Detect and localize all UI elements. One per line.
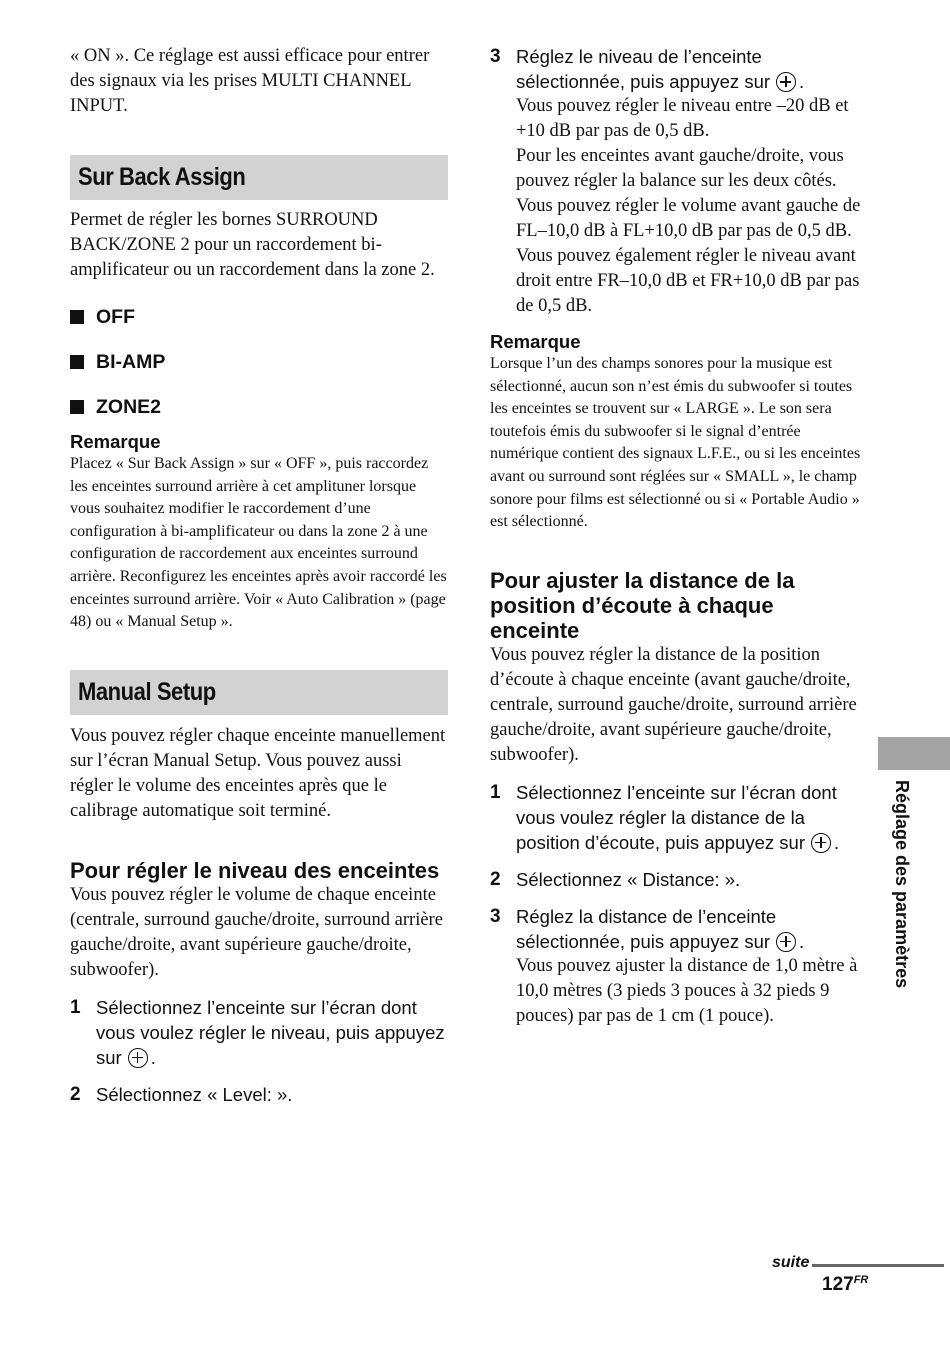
distance-step-2 [490, 867, 868, 892]
step-text: Réglez la distance de l’enceinte sélectionnée, puis appuyez sur [516, 905, 777, 952]
step-number: 3 [490, 905, 501, 927]
distance-step-3: 3 Réglez la distance de l’enceinte sélectionnée, puis appuyez sur . Vous pouvez ajuster la distance de 1,0 mètre à 10,0 mètres (3 pieds 3 pouces à 32 pieds 9 pouces) par pas de 1 cm (1 pouce). [490, 904, 868, 1029]
step-number: 1 [70, 996, 81, 1018]
step-number: 3 [490, 46, 501, 67]
step-text: Sélectionnez l’enceinte sur l’écran dont vous voulez régler le niveau, puis appuyez sur [96, 996, 445, 1068]
right-column [490, 44, 868, 1029]
continued-line [812, 1264, 944, 1267]
distance-step-1: 1 Sélectionnez l’enceinte sur l’écran dont vous voulez régler la distance de la position d’écoute, puis appuyez sur . [490, 781, 840, 853]
step-text: Réglez le niveau de l’enceinte sélectionnée, puis appuyez sur [516, 46, 771, 92]
step-number: 1 [490, 781, 501, 803]
step-text: Sélectionnez l’enceinte sur l’écran dont vous voulez régler la distance de la position d’écoute, puis appuyez sur [516, 781, 837, 853]
square-bullet-icon [70, 310, 84, 324]
option-bi-amp: BI-AMP [70, 350, 448, 374]
enter-button-icon [128, 1048, 148, 1068]
section-band-sur-back-assign [70, 155, 448, 200]
distance-body: Vous pouvez régler la distance de la position d’écoute à chaque enceinte (avant gauche/droite, centrale, surround gauche/droite, surround arrière gauche/droite, avant supérieure gauche/droite, subwoofer). [490, 644, 857, 765]
option-zone2: ZONE2 [70, 395, 448, 419]
section-title-manual-setup: Manual Setup [78, 677, 216, 706]
side-tab-label: Réglage des paramètres [892, 780, 912, 989]
option-off: OFF [70, 305, 448, 329]
note-title: Remarque [70, 431, 161, 452]
continued-text: suite [772, 1254, 810, 1271]
square-bullet-icon [70, 400, 84, 414]
section-title-sur-back-assign: Sur Back Assign [78, 163, 246, 191]
level-body: Vous pouvez régler le volume de chaque enceinte (centrale, surround gauche/droite, surround arrière gauche/droite, avant supérieure gauche/droite, subwoofer). [70, 884, 443, 980]
subheading-distance: Pour ajuster la distance de la position d’écoute à chaque enceinte [490, 567, 795, 643]
step-detail: Pour les enceintes avant gauche/droite, vous pouvez régler la balance sur les deux côtés. Vous pouvez régler le volume avant gauche de FL–10,0 dB à FL+10,0 dB par pas de 0,5 dB. Vous pouvez également régler le niveau avant droit entre FR–10,0 dB et FR+10,0 dB par pas de 0,5 dB. [516, 146, 861, 316]
left-column [70, 44, 448, 1107]
level-step-1: 1 Sélectionnez l’enceinte sur l’écran dont vous voulez régler le niveau, puis appuyez sur . [70, 996, 445, 1068]
step-text: Sélectionnez « Level: ». [96, 1083, 293, 1105]
intro-text: « ON ». Ce réglage est aussi efficace pour entrer des signaux via les prises MULTI CHANNEL INPUT. [70, 46, 430, 116]
subheading-level: Pour régler le niveau des enceintes [70, 857, 440, 883]
note-text: Lorsque l’un des champs sonores pour la musique est sélectionné, aucun son n’est émis du subwoofer si toutes les enceintes se trouvent sur « LARGE ». Le son sera toutefois émis du subwoofer si le signal d’entrée numérique contient des signaux L.F.E., ou si les enceintes avant ou surround sont réglées sur « SMALL », le champ sonore pour films est sélectionné ou si « Portable Audio » est sélectionné. [490, 355, 861, 531]
step-detail: Vous pouvez régler le niveau entre –20 dB et +10 dB par pas de 0,5 dB. [516, 96, 849, 141]
square-bullet-icon [70, 355, 84, 369]
side-tab-marker [878, 737, 950, 770]
level-step-3: 3 Réglez le niveau de l’enceinte sélectionnée, puis appuyez sur . Vous pouvez régler le niveau entre –20 dB et +10 dB par pas de 0,5 dB. Pour les enceintes avant gauche/droite, vous pouvez régler la balance sur les deux côtés. Vous pouvez régler le volume avant gauche de FL–10,0 dB à FL+10,0 dB par pas de 0,5 dB. Vous pouvez également régler le niveau avant droit entre FR–10,0 dB et FR+10,0 dB par pas de 0,5 dB. [490, 44, 868, 319]
step-number: 2 [490, 868, 501, 890]
page-number-suffix: FR [853, 1274, 869, 1286]
enter-button-icon [811, 833, 831, 853]
section-band-manual-setup [70, 670, 448, 715]
note-text: Placez « Sur Back Assign » sur « OFF », puis raccordez les enceintes surround arrière à cet amplituner lorsque vous souhaitez modifier le raccordement d’une configuration à bi-amplificateur ou dans la zone 2 à une configuration de raccordement aux enceintes surround arrière. Reconfigurez les enceintes après avoir raccordé les enceintes surround arrière. Voir « Auto Calibration » (page 48) ou « Manual Setup ». [70, 455, 447, 631]
sur-back-assign-body: Permet de régler les bornes SURROUND BACK/ZONE 2 pour un raccordement bi-amplificateur ou un raccordement dans la zone 2. [70, 210, 435, 280]
note-title: Remarque [490, 331, 581, 352]
step-text: Sélectionnez « Distance: ». [516, 868, 741, 890]
continued-marker [772, 1254, 944, 1272]
page-number: $127^{FR}$ [822, 1274, 869, 1295]
enter-button-icon [776, 72, 796, 92]
step-detail: Vous pouvez ajuster la distance de 1,0 mètre à 10,0 mètres (3 pieds 3 pouces à 32 pieds 9 pouces) par pas de 1 cm (1 pouce). [516, 955, 858, 1026]
enter-button-icon [776, 932, 796, 952]
level-step-2 [70, 1082, 448, 1107]
manual-setup-body: Vous pouvez régler chaque enceinte manuellement sur l’écran Manual Setup. Vous pouvez aussi régler le volume des enceintes après que le calibrage automatique soit terminé. [70, 725, 446, 821]
step-number: 2 [70, 1083, 81, 1105]
